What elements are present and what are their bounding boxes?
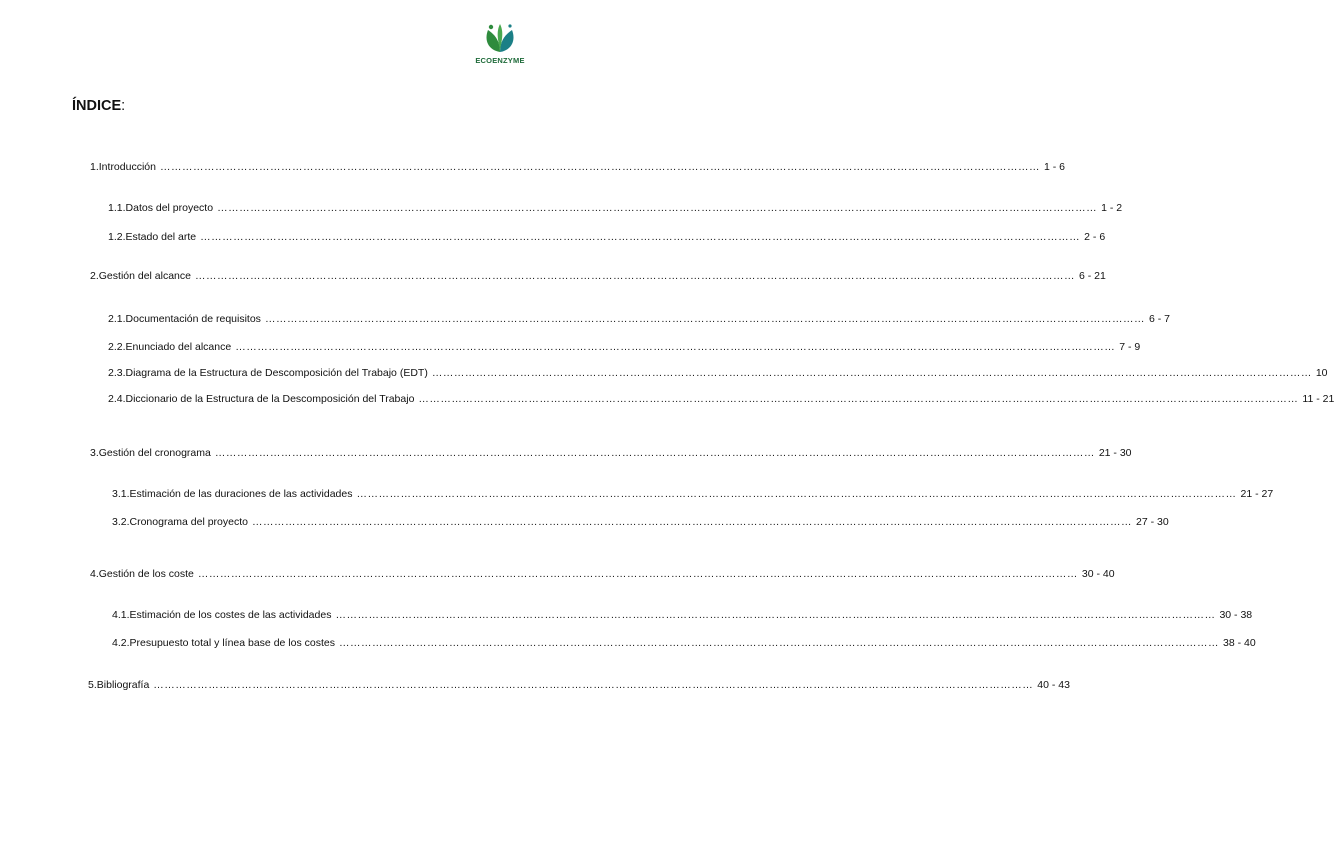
toc-entry [90,568,1115,581]
toc-entry-pages: 30 - 40 [1081,568,1115,580]
toc-entry [108,231,1106,244]
toc-entry-label: Cronograma del proyecto [129,516,248,528]
dot-leader: …………………………………………………………………………………………………………………………………………………………………………………………………………………… [217,202,1098,214]
toc-entry-number: 1.1. [108,202,126,214]
toc-entry-pages: 21 - 27 [1240,488,1274,500]
toc-entry-label: Documentación de requisitos [125,313,261,325]
toc-entry-label: Estimación de las duraciones de las actividades [129,488,353,500]
dot-leader: …………………………………………………………………………………………………………………………………………………………………………………………………………………… [264,313,1145,325]
ecoenzyme-logo [470,22,530,68]
toc-entry-pages: 38 - 40 [1222,637,1256,649]
dot-leader: …………………………………………………………………………………………………………………………………………………………………………………………………………………… [159,161,1040,173]
toc-entry-pages: 27 - 30 [1136,516,1169,528]
toc-entry-number: 2.1. [108,313,126,325]
dot-leader: …………………………………………………………………………………………………………………………………………………………………………………………………………………… [153,679,1034,691]
dot-leader: …………………………………………………………………………………………………………………………………………………………………………………………………………………… [418,393,1299,405]
toc-entry-number: 4.1. [112,609,130,621]
dot-leader: …………………………………………………………………………………………………………………………………………………………………………………………………………………… [235,341,1116,353]
toc-entry-number: 4.2. [112,637,130,649]
toc-entry-pages: 21 - 30 [1098,447,1132,459]
toc-entry [108,341,1141,354]
toc-entry-pages: 30 - 38 [1219,609,1253,621]
dot-leader: …………………………………………………………………………………………………………………………………………………………………………………………………………………… [356,488,1237,500]
toc-entry-number: 2.2. [108,341,126,353]
toc-entry-number: 2.3. [108,367,126,379]
toc-entry [108,367,1328,380]
toc-entry-number: 2. [90,270,99,282]
toc-entry-pages: 6 - 21 [1079,270,1106,282]
toc-entry-label: Diccionario de la Estructura de la Descomposición del Trabajo [125,393,415,405]
toc-entry [112,637,1256,650]
toc-entry-number: 3.2. [112,516,130,528]
dot-leader: …………………………………………………………………………………………………………………………………………………………………………………………………………………… [338,637,1219,649]
toc-entry [112,609,1253,622]
toc-entry [90,270,1106,283]
dot-leader: …………………………………………………………………………………………………………………………………………………………………………………………………………………… [200,231,1081,243]
toc-entry-label: Gestión de los coste [98,568,194,580]
toc-entry-label: Presupuesto total y línea base de los costes [129,637,335,649]
toc-entry-pages: 11 - 21 [1302,393,1334,405]
toc-entry [108,313,1170,326]
toc-entry-number: 1.2. [108,231,126,243]
dot-leader: …………………………………………………………………………………………………………………………………………………………………………………………………………………… [335,609,1216,621]
toc-entry-pages: 1 - 6 [1043,161,1065,173]
dot-leader: …………………………………………………………………………………………………………………………………………………………………………………………………………………… [195,270,1075,282]
toc-entry-number: 3. [90,447,99,459]
toc-entry-number: 5. [88,679,97,691]
toc-entry-pages: 2 - 6 [1084,231,1106,243]
toc-entry [88,679,1070,692]
toc-entry-label: Datos del proyecto [125,202,214,214]
toc-entry-pages: 40 - 43 [1037,679,1070,691]
toc-entry-label: Estado del arte [125,231,197,243]
toc-entry [108,202,1123,215]
leaf-logo-icon [480,22,520,56]
toc-entry-label: Gestión del alcance [98,270,191,282]
toc-entry-pages: 10 [1315,367,1328,379]
toc-entry-number: 2.4. [108,393,126,405]
dot-leader: …………………………………………………………………………………………………………………………………………………………………………………………………………………… [214,447,1095,459]
toc-entry [112,516,1169,529]
toc-entry-number: 3.1. [112,488,130,500]
toc-entry [112,488,1274,501]
toc-entry-pages: 7 - 9 [1119,341,1141,353]
page-title: ÍNDICE: [72,98,126,114]
toc-entry [90,447,1132,460]
dot-leader: …………………………………………………………………………………………………………………………………………………………………………………………………………………… [431,367,1312,379]
toc-entry-label: Bibliografía [96,679,150,691]
dot-leader: …………………………………………………………………………………………………………………………………………………………………………………………………………………… [197,568,1078,580]
toc-entry [90,161,1065,174]
toc-entry [108,393,1334,406]
toc-entry-pages: 1 - 2 [1101,202,1123,214]
toc-entry-number: 4. [90,568,99,580]
toc-entry-label: Introducción [98,161,156,173]
toc-entry-label: Estimación de los costes de las actividades [129,609,332,621]
dot-leader: …………………………………………………………………………………………………………………………………………………………………………………………………………………… [252,516,1132,528]
toc-entry-label: Diagrama de la Estructura de Descomposición del Trabajo (EDT) [125,367,428,379]
toc-entry-label: Gestión del cronograma [98,447,211,459]
toc-entry-number: 1. [90,161,99,173]
logo-text: ECOENZYME [475,56,525,65]
toc-entry-pages: 6 - 7 [1148,313,1170,325]
toc-entry-label: Enunciado del alcance [125,341,232,353]
